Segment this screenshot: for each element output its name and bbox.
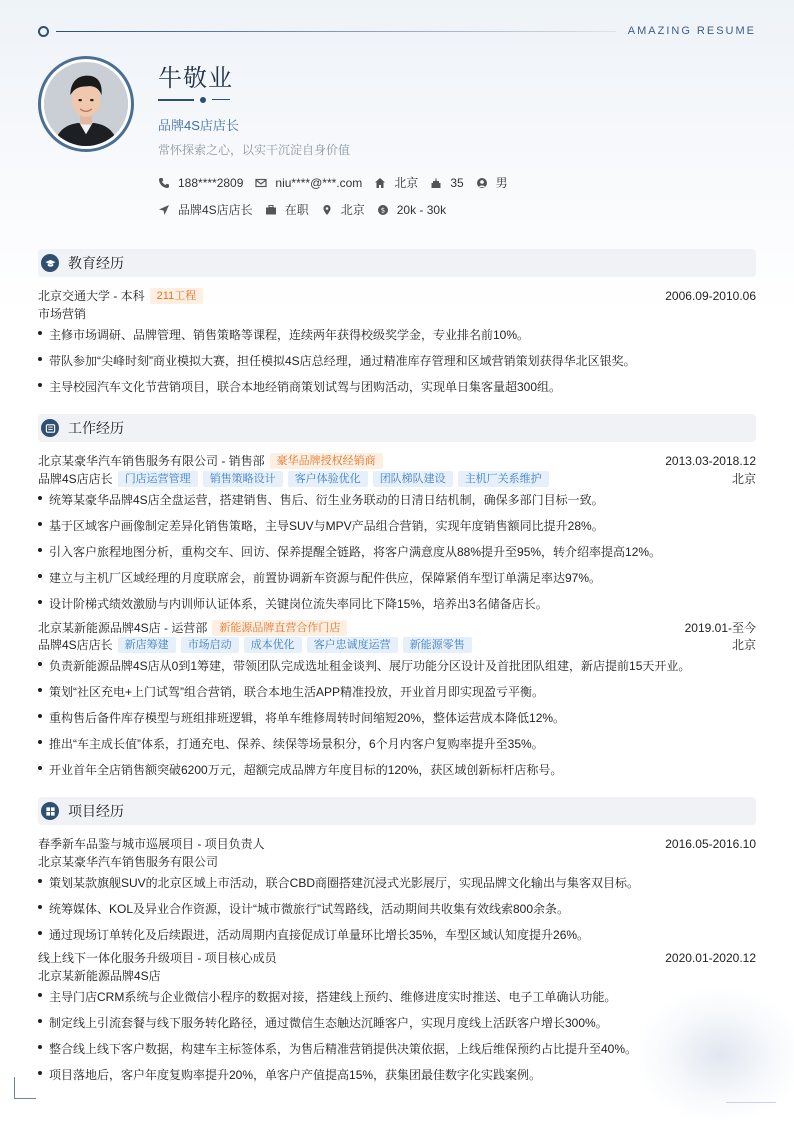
- section-education: [38, 249, 756, 277]
- email-item: niu****@***.com: [255, 176, 362, 190]
- project-org: 北京某新能源品牌4S店: [38, 969, 161, 983]
- list-item: 设计阶梯式绩效激励与内训师认证体系，关键岗位流失率同比下降15%，培养出3名储备店长。: [38, 595, 756, 612]
- contact-row: [158, 174, 520, 191]
- work-header: [38, 619, 756, 636]
- gender-icon: [476, 177, 488, 189]
- project-date: 2020.01-2020.12: [665, 950, 756, 965]
- list-item: 推出“车主成长值”体系，打通充电、保养、续保等场景积分，6个月内客户复购率提升至35%。: [38, 735, 756, 752]
- project-icon: [41, 802, 59, 820]
- project-header: [38, 949, 756, 966]
- list-item: 制定线上引流套餐与线下服务转化路径，通过微信生态触达沉睡客户，实现月度线上活跃客户增长300%。: [38, 1014, 756, 1031]
- svg-text:$: $: [380, 206, 385, 214]
- school-tag: 211工程: [150, 288, 204, 304]
- project-org: 北京某豪华汽车销售服务有限公司: [38, 855, 219, 869]
- company: 北京某新能源品牌4S店 - 运营部: [38, 621, 208, 635]
- ring-icon: [38, 26, 49, 37]
- list-item: 建立与主机厂区域经理的月度联席会，前置协调新车资源与配件供应，保障紧俏车型订单满足率达97%。: [38, 569, 756, 586]
- avatar: [38, 56, 134, 152]
- city-item: 北京: [374, 174, 418, 191]
- intention-row: [158, 201, 458, 218]
- role: 品牌4S店店长: [38, 472, 113, 486]
- work-city: 北京: [731, 472, 756, 486]
- education-date: 2006.09-2010.06: [665, 288, 756, 303]
- list-item: 基于区域客户画像制定差异化销售策略，主导SUV与MPV产品组合营销，实现年度销售额同比提升28%。: [38, 517, 756, 534]
- avatar-photo: [44, 62, 128, 146]
- section-title: 教育经历: [68, 255, 124, 271]
- location-icon: [321, 204, 333, 216]
- section-project: [38, 797, 756, 825]
- company-tag: 豪华品牌授权经销商: [270, 453, 383, 469]
- list-item: 通过现场订单转化及后续跟进，活动周期内直接促成订单量环比增长35%，车型区域认知度提升26%。: [38, 926, 756, 943]
- skill-tag: 客户体验优化: [288, 471, 368, 487]
- gender-item: 男: [476, 174, 508, 191]
- work-role-row: [38, 636, 756, 653]
- brand-label: AMAZING RESUME: [627, 25, 756, 37]
- work-header: [38, 452, 756, 469]
- list-item: 重构售后备件库存模型与班组排班逻辑，将单车维修周转时间缩短20%，整体运营成本降低12%。: [38, 709, 756, 726]
- status-item: 在职: [265, 201, 309, 218]
- list-item: 主导门店CRM系统与企业微信小程序的数据对接，搭建线上预约、维修进度实时推送、电子工单确认功能。: [38, 988, 756, 1005]
- mail-icon: [255, 177, 267, 189]
- section-title: 工作经历: [68, 420, 124, 436]
- briefcase-icon: [265, 204, 277, 216]
- section-title: 项目经历: [68, 803, 124, 819]
- work-role-row: [38, 470, 756, 487]
- name-decoration: [158, 96, 238, 104]
- work-city: 北京: [731, 638, 756, 652]
- skill-tag: 团队梯队建设: [373, 471, 453, 487]
- list-item: 引入客户旅程地图分析，重构交车、回访、保养提醒全链路，将客户满意度从88%提升至95%，转介绍率提高12%。: [38, 543, 756, 560]
- list-item: 策划某款旗舰SUV的北京区域上市活动，联合CBD商圈搭建沉浸式光影展厅，实现品牌文化输出与集客双目标。: [38, 874, 756, 891]
- list-item: 主修市场调研、品牌管理、销售策略等课程，连续两年获得校级奖学金，专业排名前10%。: [38, 326, 756, 343]
- target-city-item: 北京: [321, 201, 365, 218]
- company-tag: 新能源品牌直营合作门店: [212, 620, 347, 636]
- skill-tag: 成本优化: [244, 637, 302, 653]
- phone-item: 188****2809: [158, 176, 243, 190]
- list-item: 带队参加“尖峰时刻”商业模拟大赛，担任模拟4S店总经理，通过精准库存管理和区域营销策划获得华北区银奖。: [38, 352, 756, 369]
- skill-tag: 新能源零售: [403, 637, 472, 653]
- age-item: 35: [430, 176, 463, 190]
- graduation-icon: [41, 254, 59, 272]
- project-name: 春季新车品鉴与城市巡展项目 - 项目负责人: [38, 837, 265, 851]
- salary-item: $ 20k - 30k: [377, 203, 446, 217]
- motto: 常怀探索之心，以实干沉淀自身价值: [158, 143, 351, 157]
- list-item: 统筹某豪华品牌4S店全盘运营，搭建销售、售后、衍生业务联动的日清日结机制，确保多部门目标一致。: [38, 491, 756, 508]
- section-work: [38, 414, 756, 442]
- work-icon: [41, 419, 59, 437]
- project-date: 2016.05-2016.10: [665, 836, 756, 851]
- education-header: [38, 287, 756, 304]
- project-header: [38, 835, 756, 852]
- corner-decoration: [726, 1102, 776, 1103]
- major: 市场营销: [38, 307, 87, 321]
- work-date: 2019.01-至今: [684, 621, 756, 635]
- skill-tag: 门店运营管理: [118, 471, 198, 487]
- list-item: 主导校园汽车文化节营销项目，联合本地经销商策划试驾与团购活动，实现单日集客量超300组。: [38, 378, 756, 395]
- list-item: 整合线上线下客户数据，构建车主标签体系，为售后精准营销提供决策依据，上线后维保预约占比提升至40%。: [38, 1040, 756, 1057]
- role: 品牌4S店店长: [38, 638, 113, 652]
- skill-tag: 新店筹建: [118, 637, 176, 653]
- list-item: 开业首年全店销售额突破6200万元，超额完成品牌方年度目标的120%，获区域创新标杆店称号。: [38, 761, 756, 778]
- send-icon: [158, 204, 170, 216]
- list-item: 策划“社区充电+上门试驾”组合营销，联合本地生活APP精准投放，开业首月即实现盈亏平衡。: [38, 683, 756, 700]
- skill-tag: 市场启动: [181, 637, 239, 653]
- list-item: 统筹媒体、KOL及异业合作资源，设计“城市微旅行”试驾路线，活动期间共收集有效线索800余条。: [38, 900, 756, 917]
- skill-tag: 销售策略设计: [203, 471, 283, 487]
- school: 北京交通大学 - 本科: [38, 289, 145, 303]
- job-title: 品牌4S店店长: [158, 118, 239, 133]
- candidate-name: 牛敬业: [158, 65, 233, 92]
- money-icon: [377, 204, 389, 216]
- list-item: 项目落地后，客户年度复购率提升20%，单客户产值提高15%，获集团最佳数字化实践案例。: [38, 1066, 756, 1083]
- skill-tag: 客户忠诚度运营: [307, 637, 398, 653]
- company: 北京某豪华汽车销售服务有限公司 - 销售部: [38, 454, 265, 468]
- skill-tag: 主机厂关系维护: [458, 471, 549, 487]
- target-job-item: 品牌4S店店长: [158, 201, 253, 218]
- home-icon: [374, 177, 386, 189]
- work-date: 2013.03-2018.12: [665, 453, 756, 468]
- cake-icon: [430, 177, 442, 189]
- phone-icon: [158, 177, 170, 189]
- divider: [56, 31, 616, 32]
- corner-decoration: [14, 1077, 36, 1099]
- top-decoration: [38, 26, 756, 38]
- list-item: 负责新能源品牌4S店从0到1筹建，带领团队完成选址租金谈判、展厅功能分区设计及首批团队组建，新店提前15天开业。: [38, 657, 756, 674]
- project-name: 线上线下一体化服务升级项目 - 项目核心成员: [38, 951, 277, 965]
